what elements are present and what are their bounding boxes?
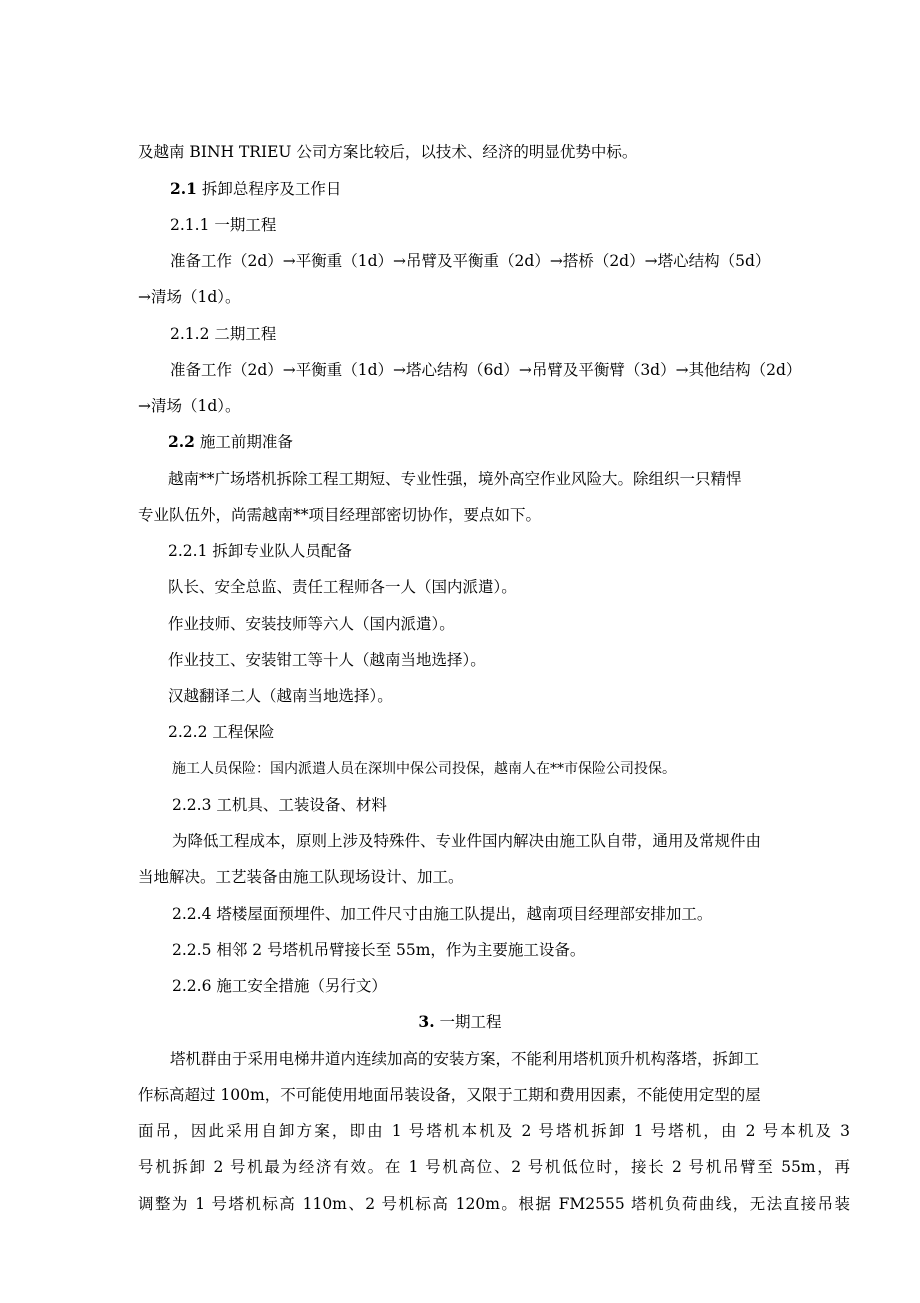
paragraph-line: 面吊，因此采用自卸方案，即由 1 号塔机本机及 2 号塔机拆卸 1 号塔机，由 2 号本机及 3	[138, 1122, 850, 1140]
procedure-line: →清场（1d）。	[138, 288, 241, 306]
section-heading-2-1	[170, 179, 341, 199]
subsection-heading-2-2-1: 2.2.1 拆卸专业队人员配备	[168, 542, 352, 560]
section-title: 拆卸总程序及工作日	[201, 180, 342, 198]
section-title: 施工前期准备	[199, 433, 293, 451]
list-line: 作业技师、安装技师等六人（国内派遣）。	[168, 615, 455, 633]
section-title: 一期工程	[439, 1013, 502, 1031]
list-line: 队长、安全总监、责任工程师各一人（国内派遣）。	[168, 578, 517, 596]
paragraph-line: 号机拆卸 2 号机最为经济有效。在 1 号机高位、2 号机低位时，接长 2 号机吊臂至 55m，再	[138, 1158, 850, 1176]
paragraph-line: 专业队伍外，尚需越南**项目经理部密切协作，要点如下。	[138, 506, 542, 524]
list-line: 汉越翻译二人（越南当地选择）。	[168, 687, 393, 705]
section-heading-3	[0, 1012, 920, 1032]
paragraph-line: 施工人员保险：国内派遣人员在深圳中保公司投保，越南人在**市保险公司投保。	[172, 761, 676, 777]
list-line: 作业技工、安装钳工等十人（越南当地选择）。	[168, 651, 486, 669]
procedure-line: →清场（1d）。	[138, 397, 241, 415]
subsection-heading-2-1-2: 2.1.2 二期工程	[170, 325, 277, 343]
paragraph-line: 调整为 1 号塔机标高 110m、2 号机标高 120m。根据 FM2555 塔机负荷曲线，无法直接吊装	[138, 1195, 850, 1213]
paragraph-line: 当地解决。工艺装备由施工队现场设计、加工。	[138, 868, 464, 886]
section-number: 3.	[418, 1012, 435, 1031]
section-number: 2.2	[168, 432, 195, 451]
subsection-heading-2-2-2: 2.2.2 工程保险	[168, 723, 275, 741]
subsection-heading-2-2-6: 2.2.6 施工安全措施（另行文）	[172, 977, 387, 995]
paragraph-line: 为降低工程成本，原则上涉及特殊件、专业件国内解决由施工队自带，通用及常规件由	[172, 832, 762, 850]
procedure-line: 准备工作（2d）→平衡重（1d）→塔心结构（6d）→吊臂及平衡臂（3d）→其他结构（2d）	[170, 361, 802, 379]
section-number: 2.1	[170, 179, 197, 198]
paragraph-line: 越南**广场塔机拆除工程工期短、专业性强，境外高空作业风险大。除组织一只精悍	[168, 470, 742, 488]
section-heading-2-2	[168, 432, 293, 452]
procedure-line: 准备工作（2d）→平衡重（1d）→吊臂及平衡重（2d）→搭桥（2d）→塔心结构（5d）	[170, 252, 771, 270]
subsection-heading-2-1-1: 2.1.1 一期工程	[170, 216, 277, 234]
paragraph-line: 作标高超过 100m，不可能使用地面吊装设备，又限于工期和费用因素，不能使用定型的屋	[138, 1086, 761, 1104]
subsection-heading-2-2-3: 2.2.3 工机具、工装设备、材料	[172, 796, 387, 814]
subsection-heading-2-2-4: 2.2.4 塔楼屋面预埋件、加工件尺寸由施工队提出，越南项目经理部安排加工。	[172, 905, 713, 923]
subsection-heading-2-2-5: 2.2.5 相邻 2 号塔机吊臂接长至 55m，作为主要施工设备。	[172, 941, 586, 959]
paragraph-line: 塔机群由于采用电梯井道内连续加高的安装方案，不能利用塔机顶升机构落塔，拆卸工	[170, 1050, 760, 1068]
paragraph-line: 及越南 BINH TRIEU 公司方案比较后，以技术、经济的明显优势中标。	[138, 143, 638, 161]
